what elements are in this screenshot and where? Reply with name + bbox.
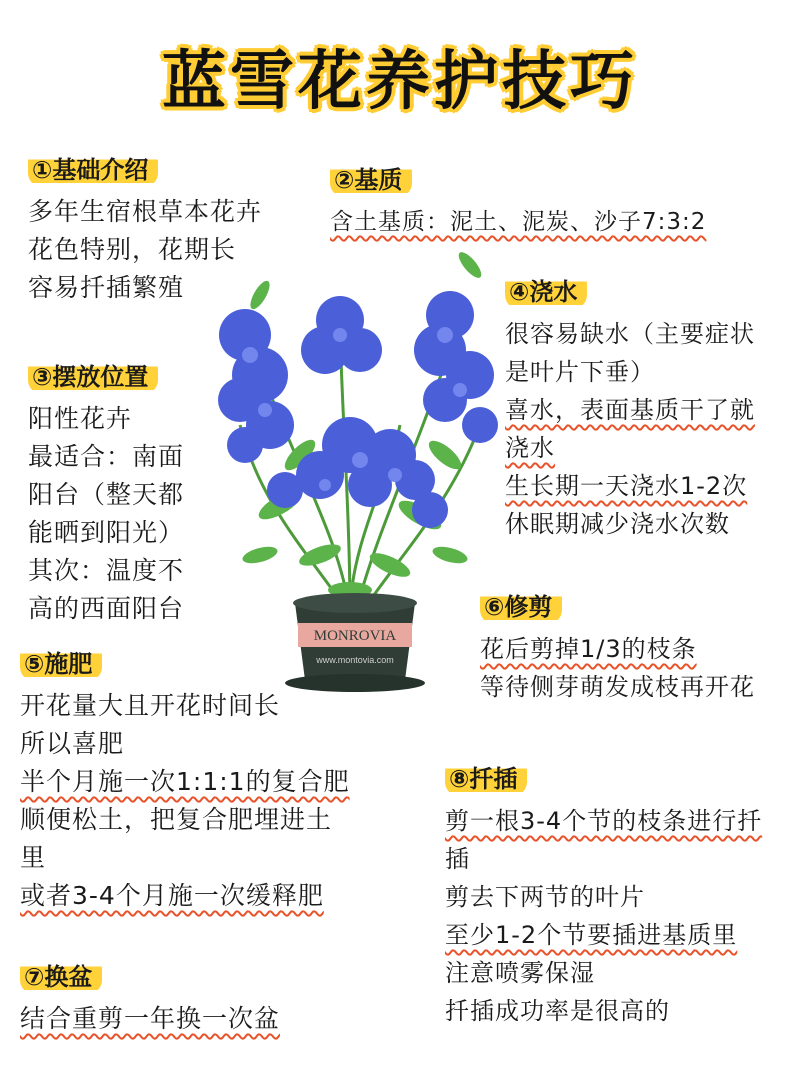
text-line: 等待侧芽萌发成枝再开花 — [480, 673, 755, 701]
text-line: 能晒到阳光） — [28, 518, 185, 547]
section-heading: ①基础介绍 — [28, 148, 158, 187]
text-line-wrap — [505, 391, 755, 429]
text-line: 开花量大且开花时间长 — [20, 691, 281, 720]
text-line: 休眠期减少浇水次数 — [505, 510, 730, 538]
text-line-wrap — [20, 763, 350, 801]
text-line: 所以喜肥 — [20, 729, 125, 758]
text-line: 是叶片下垂） — [505, 358, 655, 386]
text-line: 半个月施一次1:1:1的复合肥 — [20, 767, 350, 796]
section-repotting — [20, 955, 280, 1038]
plant-image — [200, 225, 510, 695]
section-heading: ⑦换盆 — [20, 955, 102, 994]
text-line-wrap — [505, 467, 755, 505]
text-line: 很容易缺水（主要症状 — [505, 320, 755, 348]
text-line: 其次：温度不 — [28, 556, 185, 585]
text-line: 至少1-2个节要插进基质里 — [445, 921, 738, 949]
pot-brand: MONROVIA — [313, 628, 397, 644]
text-line: 高的西面阳台 — [28, 594, 185, 623]
text-line: 生长期一天浇水1-2次 — [505, 472, 748, 500]
section-cuttings — [445, 757, 762, 1030]
text-line: 剪去下两节的叶片 — [445, 883, 645, 911]
text-line: 或者3-4个月施一次缓释肥 — [20, 881, 324, 910]
text-line-wrap — [480, 630, 755, 668]
pot-url: www.montovia.com — [316, 655, 394, 665]
text-line: 最适合：南面 — [28, 442, 185, 471]
text-line-wrap — [20, 877, 350, 915]
text-line: 里 — [20, 843, 47, 872]
text-line-wrap — [505, 429, 755, 467]
section-pruning — [480, 585, 755, 706]
text-line: 扦插成功率是很高的 — [445, 997, 670, 1025]
text-line: 注意喷雾保湿 — [445, 959, 595, 987]
section-heading: ②基质 — [330, 158, 412, 197]
section-fertilizing — [20, 642, 350, 915]
text-line-wrap — [445, 802, 762, 840]
text-line-wrap — [20, 1000, 280, 1038]
text-line: 插 — [445, 845, 470, 873]
text-line: 容易扦插繁殖 — [28, 273, 185, 302]
text-line: 阳台（整天都 — [28, 480, 185, 509]
section-watering — [505, 270, 755, 543]
section-heading: ⑧扦插 — [445, 757, 527, 796]
text-line: 喜水，表面基质干了就 — [505, 396, 755, 424]
section-placement — [28, 355, 184, 628]
text-line: 含土基质：泥土、泥炭、沙子7:3:2 — [330, 209, 707, 235]
text-line: 多年生宿根草本花卉 — [28, 197, 263, 226]
text-line: 剪一根3-4个节的枝条进行扦 — [445, 807, 763, 835]
text-line: 阳性花卉 — [28, 404, 133, 433]
text-line: 顺便松土，把复合肥埋进土 — [20, 805, 333, 834]
text-line: 花色特别，花期长 — [28, 235, 237, 264]
text-line: 结合重剪一年换一次盆 — [20, 1004, 281, 1033]
page-title: 蓝雪花养护技巧 — [162, 45, 638, 119]
text-line-wrap — [445, 916, 762, 954]
section-heading: ⑤施肥 — [20, 642, 102, 681]
text-line: 花后剪掉1/3的枝条 — [480, 635, 697, 663]
section-heading: ③摆放位置 — [28, 355, 158, 394]
section-heading: ④浇水 — [505, 270, 587, 309]
section-heading: ⑥修剪 — [480, 585, 562, 624]
text-line: 浇水 — [505, 434, 555, 462]
